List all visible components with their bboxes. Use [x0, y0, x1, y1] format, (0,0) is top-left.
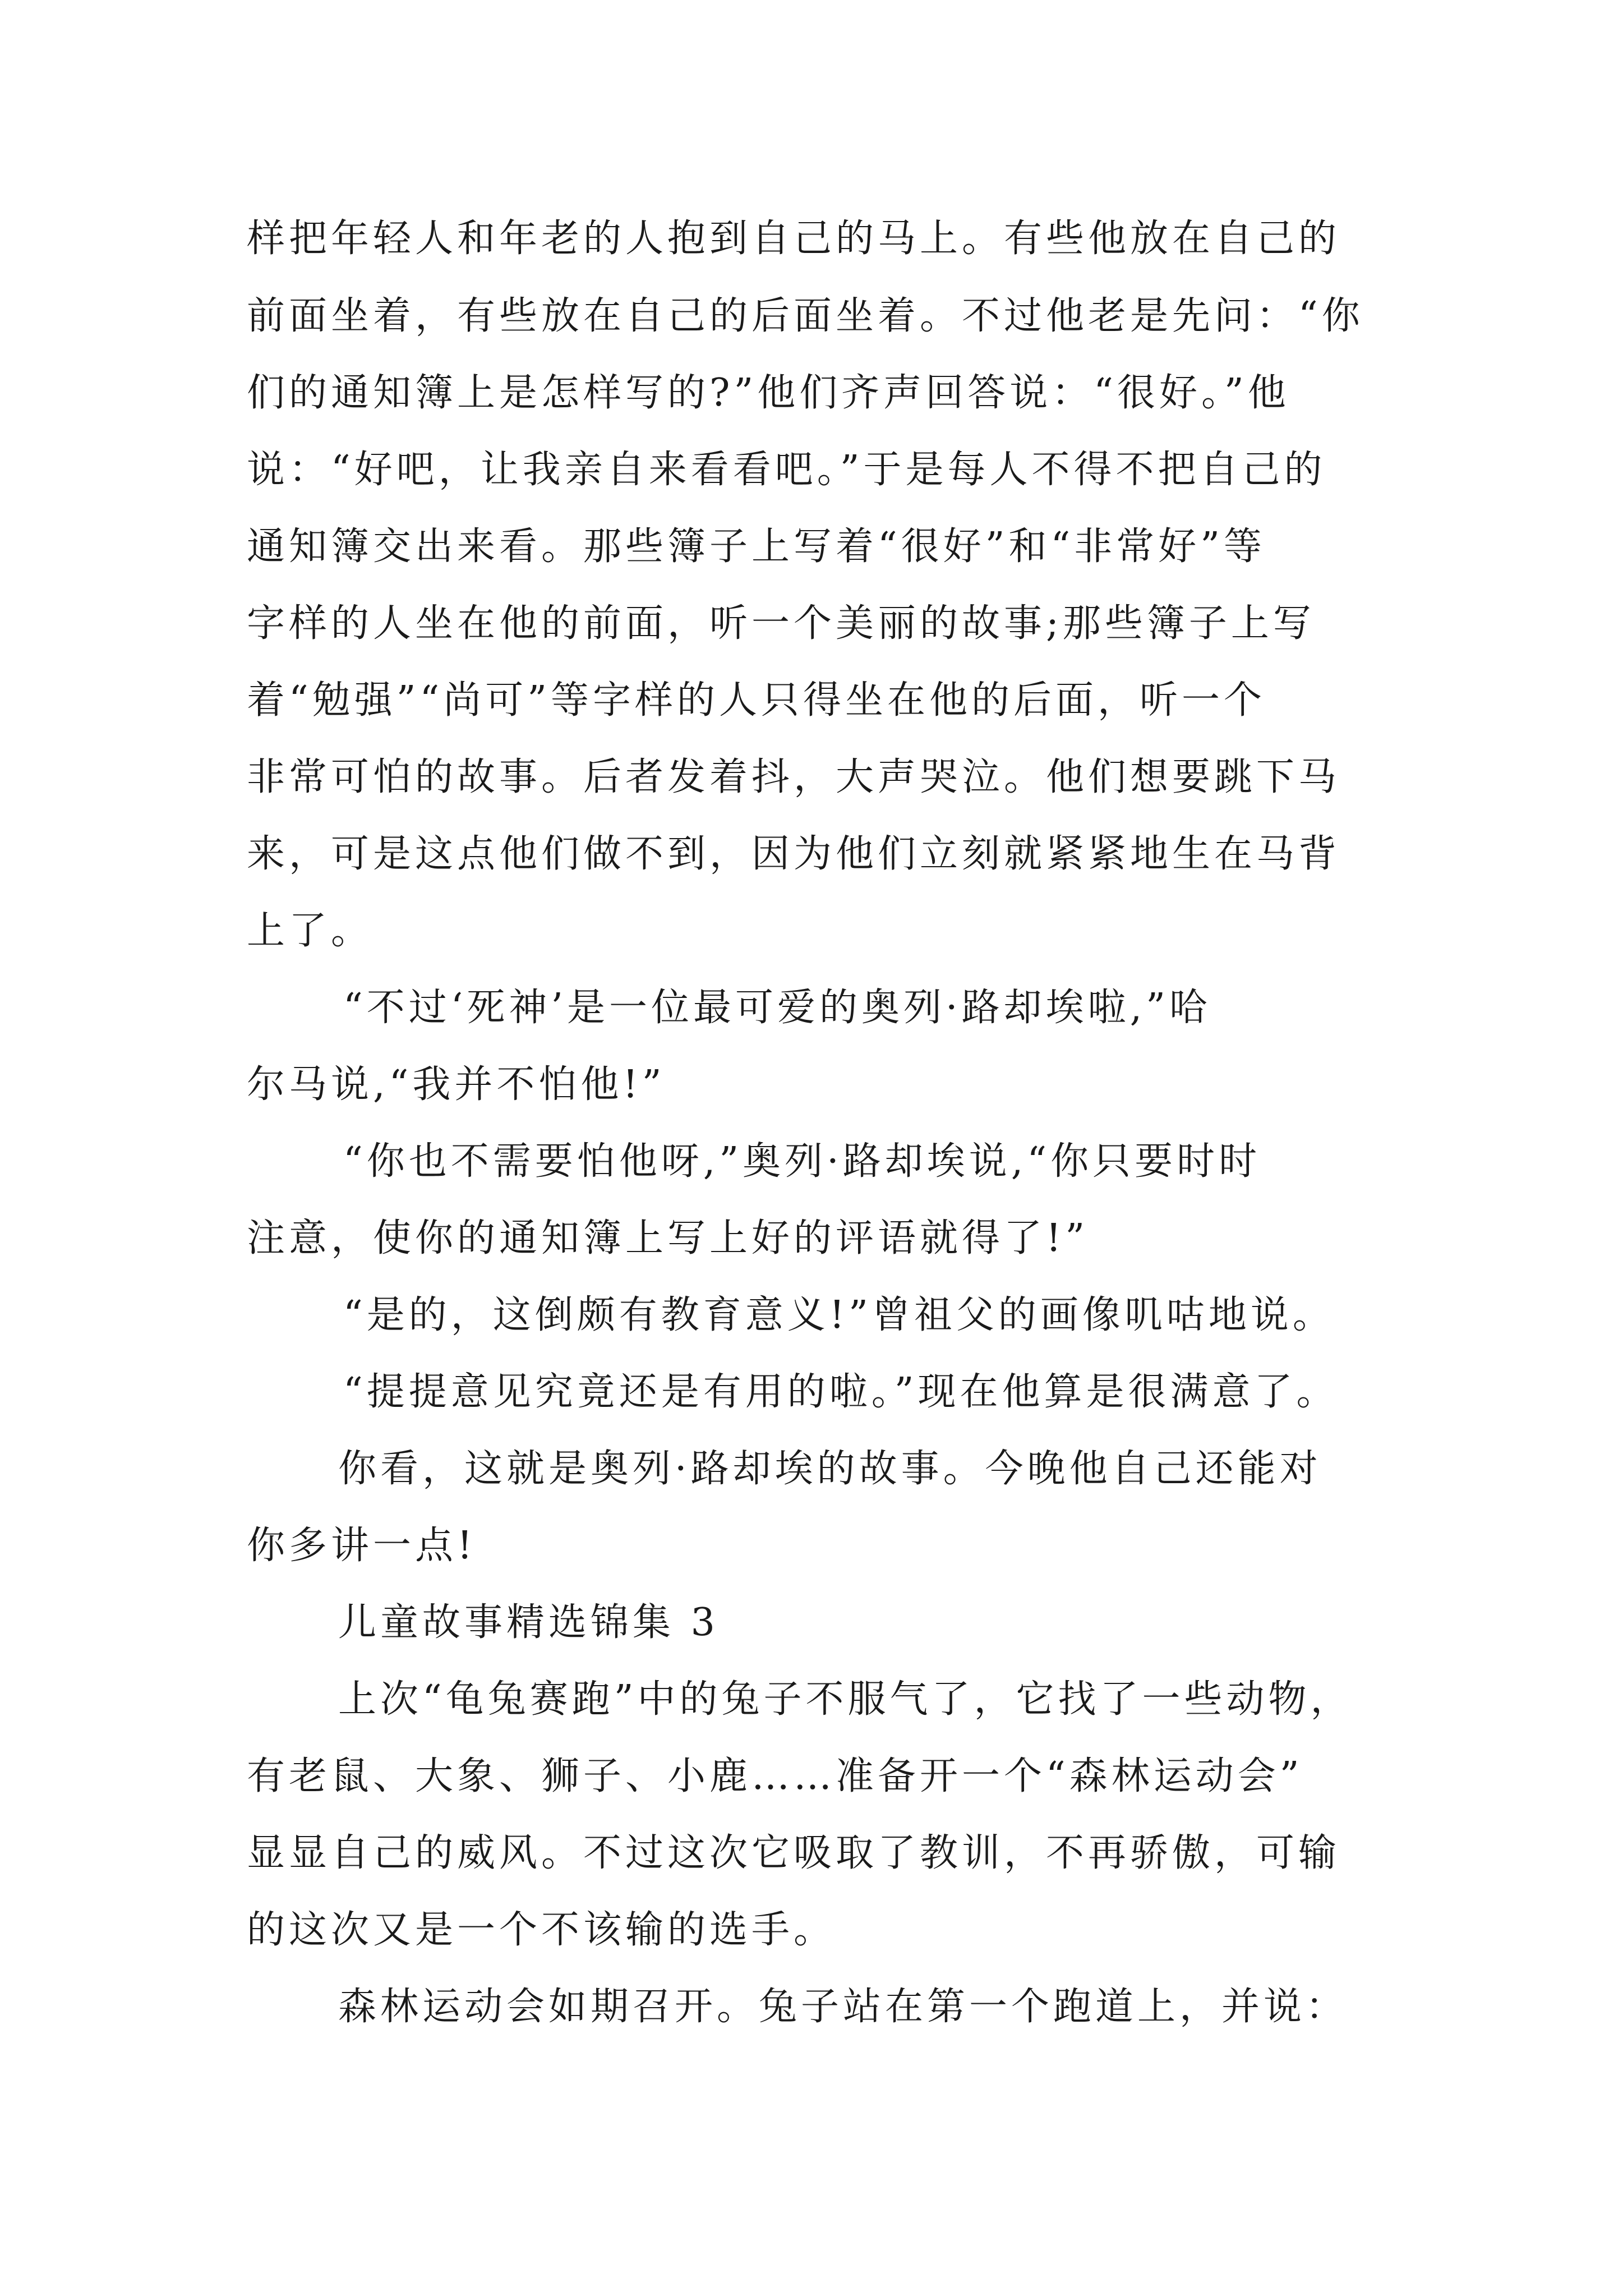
text-line: 上次“龟兔赛跑”中的兔子不服气了，它找了一些动物，	[338, 1677, 1353, 1722]
text-line: 通知簿交出来看。那些簿子上写着“很好”和“非常好”等	[247, 524, 1266, 569]
section-heading: 儿童故事精选锦集 3	[338, 1600, 719, 1645]
text-line: 你多讲一点!	[247, 1524, 477, 1568]
text-line: 样把年轻人和年老的人抱到自己的马上。有些他放在自己的	[247, 217, 1341, 261]
text-line: 森林运动会如期召开。兔子站在第一个跑道上，并说：	[338, 1985, 1348, 2029]
text-line: 说：“好吧，让我亲自来看看吧。”于是每人不得不把自己的	[247, 448, 1326, 492]
text-line: 你看，这就是奥列·路却埃的故事。今晚他自己还能对	[338, 1447, 1322, 1491]
text-line: “提提意见究竟还是有用的啦。”现在他算是很满意了。	[343, 1370, 1339, 1414]
text-line: 注意，使你的通知簿上写上好的评语就得了!”	[247, 1216, 1089, 1260]
text-line: 来，可是这点他们做不到，因为他们立刻就紧紧地生在马背	[247, 832, 1341, 876]
text-line: 的这次又是一个不该输的选手。	[247, 1908, 836, 1952]
text-line: 们的通知簿上是怎样写的?”他们齐声回答说：“很好。”他	[247, 371, 1290, 415]
text-line: “你也不需要怕他呀,”奥列·路却埃说,“你只要时时	[343, 1139, 1261, 1184]
text-line: 字样的人坐在他的前面，听一个美丽的故事;那些簿子上写	[247, 601, 1315, 646]
text-line: 显显自己的威风。不过这次它吸取了教训，不再骄傲，可输	[247, 1831, 1341, 1875]
text-line: 尔马说,“我并不怕他!”	[247, 1062, 666, 1107]
text-line: 有老鼠、大象、狮子、小鹿……准备开一个“森林运动会”	[247, 1754, 1303, 1798]
text-line: 非常可怕的故事。后者发着抖，大声哭泣。他们想要跳下马	[247, 755, 1341, 799]
text-line: 前面坐着，有些放在自己的后面坐着。不过他老是先问：“你	[247, 294, 1364, 338]
text-line: 着“勉强”“尚可”等字样的人只得坐在他的后面，听一个	[247, 678, 1266, 723]
text-line: “是的，这倒颇有教育意义!”曾祖父的画像叽咕地说。	[343, 1293, 1335, 1337]
text-line: “不过‘死神’是一位最可爱的奥列·路却埃啦,”哈	[343, 986, 1211, 1030]
text-line: 上了。	[247, 909, 374, 953]
